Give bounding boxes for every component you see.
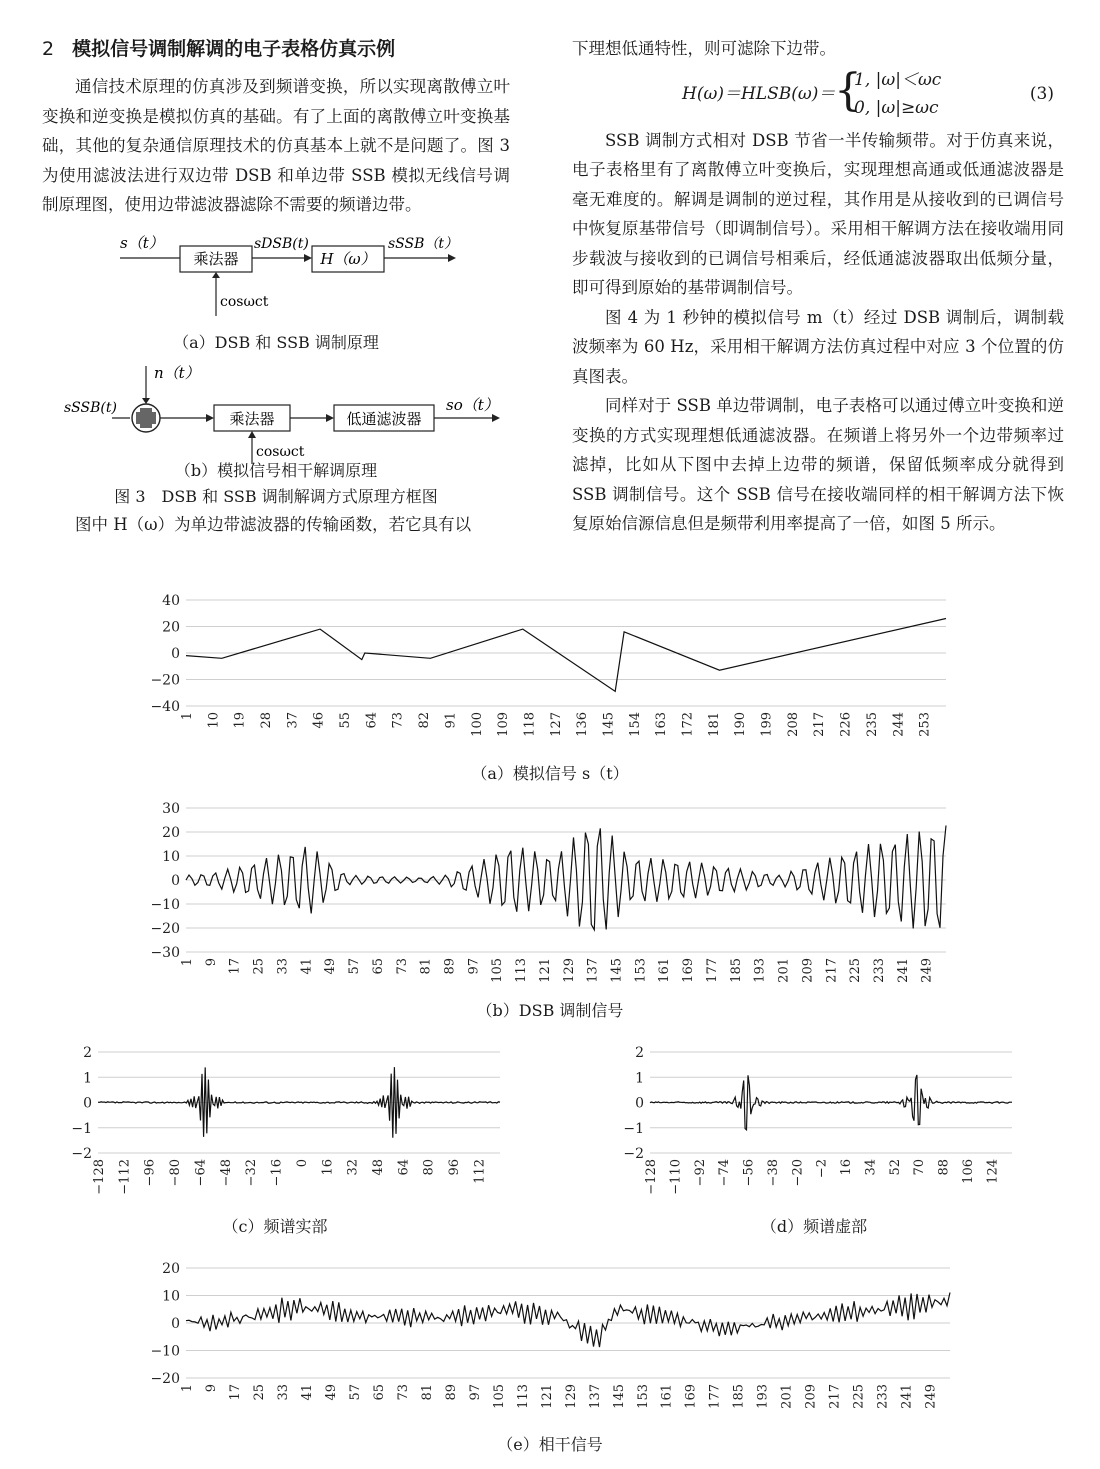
x-tick-label: 154: [627, 712, 643, 737]
x-tick-label: −56: [741, 1159, 757, 1187]
diagram-input-label: s（t）: [120, 233, 164, 252]
x-tick-label: 73: [395, 1384, 411, 1401]
paragraph: 图 4 为 1 秒钟的模拟信号 m（t）经过 DSB 调制后，调制载波频率为 60 Hz，采用相干解调方法仿真过程中对应 3 个位置的仿真图表。: [572, 307, 1064, 386]
x-tick-label: 161: [657, 958, 673, 983]
series-line: [98, 1067, 500, 1138]
x-tick-label: 233: [875, 1384, 891, 1409]
x-tick-label: 244: [891, 712, 907, 737]
right-column: [572, 34, 1064, 539]
y-tick-label: 10: [162, 849, 180, 865]
x-tick-label: 172: [680, 712, 696, 737]
figure-3-caption: 图 3 DSB 和 SSB 调制解调方式原理方框图: [114, 486, 438, 506]
x-tick-label: 81: [419, 1384, 435, 1401]
y-tick-label: 30: [162, 801, 180, 817]
x-tick-label: 112: [472, 1159, 488, 1184]
x-tick-label: −32: [244, 1159, 260, 1187]
y-tick-label: −10: [150, 1343, 180, 1360]
x-tick-label: 0: [294, 1159, 310, 1168]
y-tick-label: −40: [150, 699, 180, 715]
output-label: so（t）: [446, 395, 499, 414]
y-tick-label: 0: [171, 873, 180, 889]
y-tick-label: 0: [171, 646, 180, 662]
paragraph: 通信技术原理的仿真涉及到频谱变换，所以实现离散傅立叶变换和逆变换是模拟仿真的基础。有了上面的离散傅立叶变换基础，其他的复杂通信原理技术的仿真基本上就不是问题了。图 3 为使用滤波法进行双边带 DSB 和单边带 SSB 模拟无线信号调制原理图，使用边带滤波器滤除不需要的频谱边带。: [42, 77, 510, 214]
paragraph: SSB 调制方式相对 DSB 节省一半传输频带。对于仿真来说，电子表格里有了离散傅立叶变换后，实现理想高通或低通滤波器是毫无难度的。解调是调制的逆过程，其作用是从接收到的已调信号中恢复原基带信号（即调制信号）。采用相干解调方法在接收端用同步载波与接收到的已调信号相乘后，经低通滤波器取出低频分量，即可得到原始的基带调制信号。: [572, 130, 1064, 297]
x-tick-label: −128: [644, 1159, 659, 1195]
x-tick-label: 201: [779, 1384, 795, 1409]
x-tick-label: 241: [895, 958, 911, 983]
x-tick-label: 91: [443, 712, 459, 729]
x-tick-label: 25: [251, 1384, 267, 1401]
x-tick-label: 249: [919, 958, 935, 983]
x-tick-label: 52: [887, 1159, 903, 1176]
x-tick-label: 193: [755, 1384, 771, 1409]
x-tick-label: 34: [863, 1159, 879, 1176]
y-tick-label: 40: [162, 593, 180, 609]
x-tick-label: 41: [299, 1384, 315, 1401]
x-tick-label: 9: [203, 958, 219, 967]
x-tick-label: 217: [812, 712, 828, 737]
x-tick-label: 145: [609, 958, 625, 983]
section-title: 模拟信号调制解调的电子表格仿真示例: [72, 38, 396, 60]
x-tick-label: 129: [561, 958, 577, 983]
x-tick-label: 82: [417, 712, 433, 729]
x-tick-label: 33: [275, 958, 291, 975]
chart-d: [623, 1045, 1012, 1195]
x-tick-label: 217: [827, 1384, 843, 1409]
paragraph: 下理想低通特性，则可滤除下边带。: [572, 39, 836, 58]
x-tick-label: −96: [142, 1159, 158, 1187]
x-tick-label: 89: [442, 958, 458, 975]
x-tick-label: 48: [370, 1159, 386, 1176]
x-tick-label: 113: [514, 958, 530, 983]
y-tick-label: −1: [623, 1120, 644, 1137]
equation-case-1: 1, |ω|＜ωc: [854, 69, 942, 90]
x-tick-label: 217: [824, 958, 840, 983]
x-tick-label: 233: [871, 958, 887, 983]
chart-c: [71, 1045, 500, 1195]
x-tick-label: 97: [467, 1384, 483, 1401]
x-tick-label: 177: [707, 1384, 723, 1409]
series-line: [186, 1293, 950, 1348]
x-tick-label: 161: [659, 1384, 675, 1409]
x-tick-label: 106: [960, 1159, 976, 1184]
chart-a-caption: （a）模拟信号 s（t）: [471, 764, 629, 783]
x-tick-label: 97: [466, 958, 482, 975]
y-tick-label: 0: [83, 1095, 92, 1112]
y-tick-label: −1: [71, 1120, 92, 1137]
x-tick-label: 124: [985, 1159, 1001, 1184]
x-tick-label: −80: [168, 1159, 184, 1187]
x-tick-label: 127: [548, 712, 564, 737]
x-tick-label: 208: [785, 712, 801, 737]
x-tick-label: 33: [275, 1384, 291, 1401]
equation-lhs: H(ω)＝HLSB(ω)＝: [682, 83, 836, 104]
x-tick-label: 153: [635, 1384, 651, 1409]
y-tick-label: −20: [150, 921, 180, 937]
multiplier-block: 乘法器: [229, 409, 275, 428]
x-tick-label: 225: [851, 1384, 867, 1409]
x-tick-label: 46: [311, 712, 327, 729]
x-tick-label: 137: [585, 958, 601, 983]
y-tick-label: 1: [635, 1070, 644, 1087]
chart-a: [150, 593, 946, 737]
x-tick-label: 225: [848, 958, 864, 983]
x-tick-label: 1: [180, 1384, 195, 1393]
x-tick-label: 185: [731, 1384, 747, 1409]
x-tick-label: −38: [765, 1159, 781, 1187]
demodulation-diagram: [42, 362, 510, 466]
x-tick-label: 193: [752, 958, 768, 983]
x-tick-label: 121: [537, 958, 553, 983]
x-tick-label: 169: [681, 958, 697, 983]
x-tick-label: 57: [347, 1384, 363, 1401]
y-tick-label: −20: [150, 1371, 180, 1387]
y-tick-label: 2: [83, 1045, 92, 1061]
figure-caption-b: （b）模拟信号相干解调原理: [174, 460, 378, 480]
x-tick-label: 136: [575, 712, 591, 737]
x-tick-label: 253: [917, 712, 933, 737]
x-tick-label: 32: [345, 1159, 361, 1176]
x-tick-label: 49: [323, 958, 339, 975]
modulation-diagram: [42, 226, 510, 346]
x-tick-label: 16: [320, 1159, 336, 1176]
x-tick-label: 49: [323, 1384, 339, 1401]
x-tick-label: 105: [490, 958, 506, 983]
x-tick-label: 177: [704, 958, 720, 983]
x-tick-label: 17: [227, 958, 243, 975]
x-tick-label: −110: [668, 1159, 684, 1195]
y-tick-label: 2: [635, 1045, 644, 1061]
x-tick-label: 1: [180, 712, 195, 721]
x-tick-label: 249: [923, 1384, 939, 1409]
x-tick-label: 19: [232, 712, 248, 729]
x-tick-label: 235: [864, 712, 880, 737]
x-tick-label: 181: [706, 712, 722, 737]
figure-3b: [42, 362, 510, 466]
y-tick-label: 20: [162, 825, 180, 841]
x-tick-label: 37: [285, 712, 301, 729]
figure-3a: [42, 226, 510, 346]
x-tick-label: 41: [299, 958, 315, 975]
x-tick-label: 105: [491, 1384, 507, 1409]
equation-case-2: 0, |ω|≥ωc: [854, 97, 939, 118]
section-number: 2: [42, 38, 55, 60]
x-tick-label: 73: [390, 712, 406, 729]
x-tick-label: 145: [611, 1384, 627, 1409]
y-tick-label: 10: [162, 1288, 180, 1305]
x-tick-label: −48: [218, 1159, 234, 1187]
series-line: [650, 1075, 1012, 1130]
x-tick-label: 209: [803, 1384, 819, 1409]
ssb-output-label: sSSB（t）: [388, 235, 459, 252]
x-tick-label: −20: [790, 1159, 806, 1187]
x-tick-label: 121: [539, 1384, 555, 1409]
x-tick-label: 10: [206, 712, 222, 729]
x-tick-label: 16: [839, 1159, 855, 1176]
series-line: [186, 619, 946, 692]
x-tick-label: 17: [227, 1384, 243, 1401]
y-tick-label: 0: [635, 1095, 644, 1112]
noise-label: n（t）: [154, 363, 200, 382]
x-tick-label: 89: [443, 1384, 459, 1401]
ssb-input-label: sSSB(t): [64, 399, 117, 416]
x-tick-label: 137: [587, 1384, 603, 1409]
y-tick-label: −30: [150, 945, 180, 961]
lowpass-filter-block: 低通滤波器: [346, 409, 422, 428]
y-tick-label: 20: [162, 619, 180, 636]
x-tick-label: −112: [117, 1159, 133, 1195]
x-tick-label: −16: [269, 1159, 285, 1187]
x-tick-label: 88: [936, 1159, 952, 1176]
x-tick-label: 65: [371, 1384, 387, 1401]
x-tick-label: 9: [203, 1384, 219, 1393]
x-tick-label: 118: [522, 712, 538, 737]
carrier-label: cosωct: [220, 293, 269, 310]
x-tick-label: 70: [912, 1159, 928, 1176]
x-tick-label: 190: [733, 712, 749, 737]
carrier-label: cosωct: [256, 443, 305, 460]
y-tick-label: −10: [150, 897, 180, 913]
equation-3: [572, 64, 1064, 126]
y-tick-label: 20: [162, 1261, 180, 1277]
x-tick-label: −64: [193, 1159, 209, 1187]
chart-e: [150, 1261, 950, 1409]
x-tick-label: 129: [563, 1384, 579, 1409]
x-tick-label: 109: [496, 712, 512, 737]
y-tick-label: 0: [171, 1316, 180, 1332]
x-tick-label: 163: [654, 712, 670, 737]
x-tick-label: 25: [251, 958, 267, 975]
x-tick-label: −2: [814, 1159, 830, 1179]
chart-e-caption: （e）相干信号: [497, 1435, 603, 1454]
x-tick-label: 113: [515, 1384, 531, 1409]
x-tick-label: 1: [180, 958, 195, 967]
x-tick-label: 226: [838, 712, 854, 737]
chart-b: [150, 801, 946, 983]
x-tick-label: −128: [92, 1159, 107, 1195]
x-tick-label: 64: [396, 1159, 412, 1176]
x-tick-label: 209: [800, 958, 816, 983]
x-tick-label: 185: [728, 958, 744, 983]
paragraph: 图中 H（ω）为单边带滤波器的传输函数，若它具有以: [75, 514, 472, 534]
x-tick-label: −92: [692, 1159, 708, 1187]
x-tick-label: −74: [717, 1159, 733, 1187]
x-tick-label: 153: [633, 958, 649, 983]
x-tick-label: 199: [759, 712, 775, 737]
x-tick-label: 241: [899, 1384, 915, 1409]
y-tick-label: −20: [150, 672, 180, 689]
x-tick-label: 55: [338, 712, 354, 729]
y-tick-label: 1: [83, 1070, 92, 1087]
chart-b-caption: （b）DSB 调制信号: [476, 1001, 624, 1020]
x-tick-label: 145: [601, 712, 617, 737]
x-tick-label: 169: [683, 1384, 699, 1409]
x-tick-label: 28: [259, 712, 275, 729]
multiplier-block: 乘法器: [193, 249, 239, 268]
y-tick-label: −2: [623, 1146, 644, 1162]
x-tick-label: 57: [347, 958, 363, 975]
series-line: [186, 826, 946, 930]
x-tick-label: 73: [394, 958, 410, 975]
equation-number: (3): [1029, 83, 1054, 104]
equation-brace: {: [834, 64, 862, 116]
x-tick-label: 81: [418, 958, 434, 975]
x-tick-label: 80: [421, 1159, 437, 1176]
left-column: [42, 34, 510, 539]
x-tick-label: 65: [370, 958, 386, 975]
chart-d-caption: （d）频谱虚部: [760, 1217, 868, 1236]
figure-caption-a: （a）DSB 和 SSB 调制原理: [173, 332, 379, 352]
x-tick-label: 100: [469, 712, 485, 737]
x-tick-label: 64: [364, 712, 380, 729]
y-tick-label: −2: [71, 1146, 92, 1162]
filter-block: H（ω）: [320, 249, 376, 268]
paragraph: 同样对于 SSB 单边带调制，电子表格可以通过傅立叶变换和逆变换的方式实现理想低通滤波器。在频谱上将另外一个边带频率过滤掉，比如从下图中去掉上边带的频谱，保留低频率成分就得到 SSB 调制信号。这个 SSB 信号在接收端同样的相干解调方法下恢复原始信源信息但是频带利用率提高了一倍，如图 5 所示。: [572, 396, 1064, 533]
x-tick-label: 96: [447, 1159, 463, 1176]
x-tick-label: 201: [776, 958, 792, 983]
dsb-signal-label: sDSB(t): [254, 235, 309, 252]
section-heading: [42, 34, 510, 64]
chart-c-caption: （c）频谱实部: [222, 1217, 328, 1236]
